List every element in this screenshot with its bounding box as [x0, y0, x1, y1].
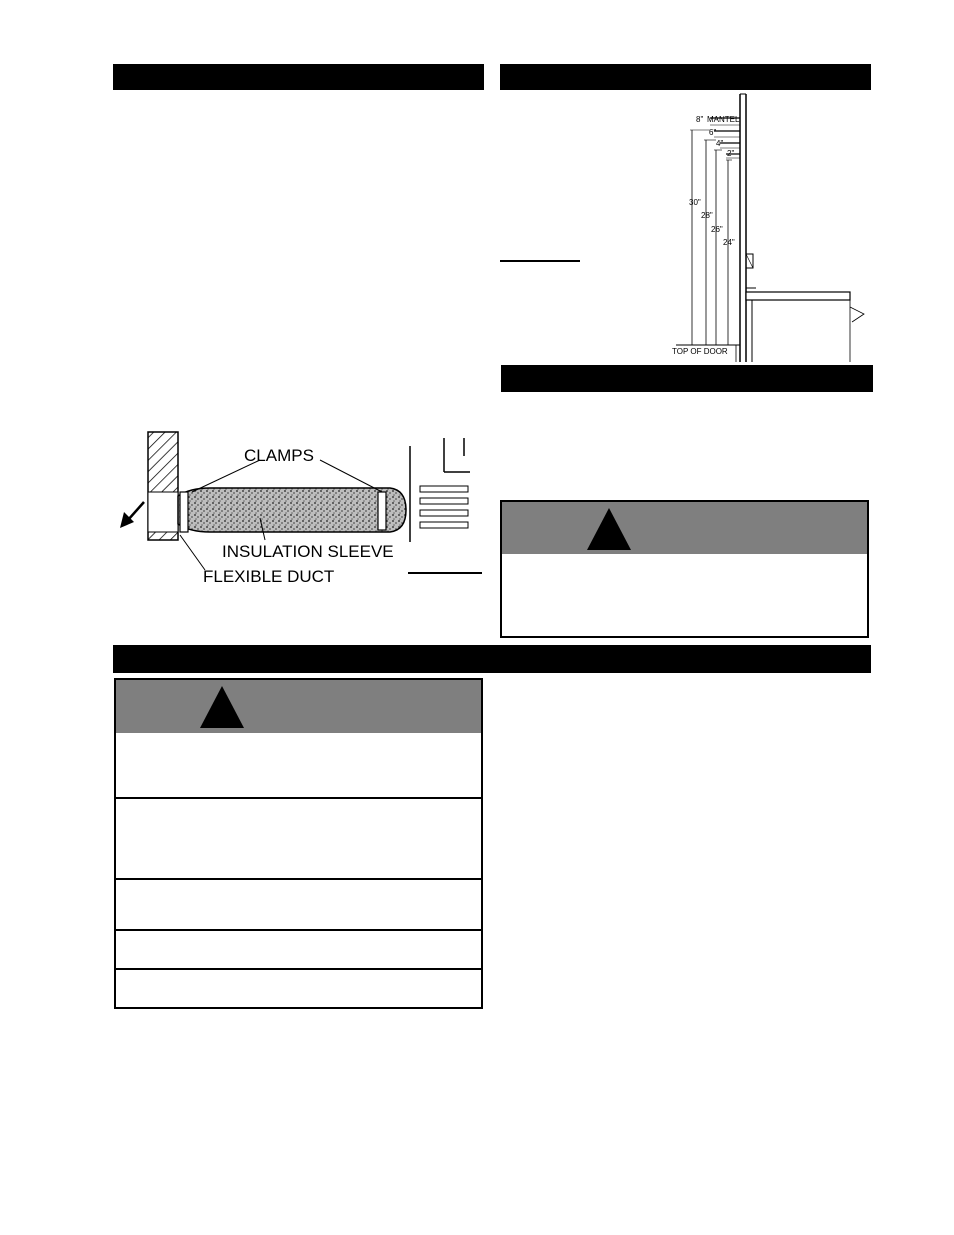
- section-header-bar-right: [500, 64, 871, 90]
- warning-triangle-icon: [587, 508, 631, 550]
- warning-box-left: [114, 678, 483, 1009]
- height-label-24: 24": [723, 238, 735, 247]
- warning-box-right: [500, 500, 869, 638]
- warning-row-divider: [116, 878, 481, 880]
- section-header-bar-middle-right: [501, 365, 873, 392]
- insulation-sleeve-label: INSULATION SLEEVE: [222, 542, 394, 561]
- depth-label-4: 4": [716, 139, 724, 148]
- top-of-door-label: TOP OF DOOR: [672, 347, 728, 356]
- warning-row-divider: [116, 797, 481, 799]
- mantel-clearance-figure: [666, 92, 876, 364]
- warning-box-right-header: [502, 502, 867, 554]
- depth-label-8: 8": [696, 115, 704, 124]
- airflow-arrow-icon: [120, 502, 144, 528]
- section-header-bar-full: [113, 645, 871, 673]
- figure-caption-rule-mantel: [500, 260, 580, 262]
- height-label-26: 26": [711, 225, 723, 234]
- warning-row-divider: [116, 929, 481, 931]
- depth-label-2: 2": [727, 149, 735, 158]
- height-label-28: 28": [701, 211, 713, 220]
- clamps-label: CLAMPS: [244, 446, 314, 465]
- section-header-bar-left: [113, 64, 484, 90]
- warning-row-divider: [116, 968, 481, 970]
- height-label-30: 30": [689, 198, 701, 207]
- warning-triangle-icon: [200, 686, 244, 728]
- flexible-duct-figure: [110, 430, 482, 590]
- depth-label-6: 6": [709, 128, 717, 137]
- mantel-label: MANTEL: [707, 115, 740, 124]
- flexible-duct-label: FLEXIBLE DUCT: [203, 567, 335, 586]
- warning-box-left-header: [116, 680, 481, 733]
